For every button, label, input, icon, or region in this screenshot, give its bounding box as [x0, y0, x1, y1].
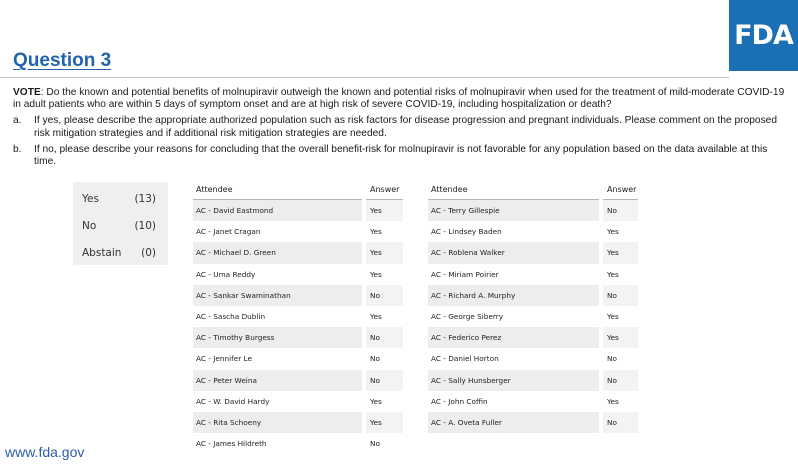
sub-question-text: If yes, please describe the appropriate authorized population such as risk factors for disease progression and pregnant individuals. Please comment on the proposed risk mitigation strategies and if additional risk mitigation strategies are needed. — [34, 115, 777, 139]
attendee-name: AC - Sally Hunsberger — [428, 370, 601, 391]
table-row — [428, 264, 638, 285]
table-row — [193, 285, 403, 306]
tally-abstain — [73, 247, 168, 263]
table-row — [428, 391, 638, 412]
attendee-answer: No — [601, 412, 638, 433]
sub-question-letter: b. — [13, 143, 22, 155]
question-text — [13, 87, 788, 172]
table-row — [428, 200, 638, 222]
tally-no — [73, 220, 168, 236]
table-row — [193, 242, 403, 263]
vote-paragraph — [13, 87, 788, 111]
attendee-answer: Yes — [601, 327, 638, 348]
table-row — [193, 348, 403, 369]
table-row — [428, 242, 638, 263]
attendee-name: AC - David Eastmond — [193, 200, 364, 222]
table-row — [428, 285, 638, 306]
footer-url[interactable]: www.fda.gov — [5, 444, 85, 460]
table-row — [428, 348, 638, 369]
vote-tally — [73, 182, 168, 265]
attendee-name: AC - Federico Perez — [428, 327, 601, 348]
table-header-row — [193, 180, 403, 200]
attendee-answer: Yes — [364, 391, 403, 412]
table-row — [428, 370, 638, 391]
attendee-name: AC - George Siberry — [428, 306, 601, 327]
tally-count: (13) — [134, 193, 156, 205]
attendee-name: AC - Sankar Swaminathan — [193, 285, 364, 306]
vote-question: : Do the known and potential benefits of molnupiravir outweigh the known and potential risks of molnupiravir when used for the treatment of mild-moderate COVID-19 in adult patients who are within 5 days of symptom onset and are at high risk of severe COVID-19, including hospitalization or death? — [13, 87, 785, 111]
attendee-answer: Yes — [364, 264, 403, 285]
attendee-name: AC - Miriam Poirier — [428, 264, 601, 285]
attendee-answer: Yes — [364, 306, 403, 327]
sub-question-a — [13, 115, 788, 139]
attendee-name: AC - Jennifer Le — [193, 348, 364, 369]
page-title: Question 3 — [13, 50, 112, 71]
attendee-answer: No — [364, 327, 403, 348]
attendee-name: AC - Uma Reddy — [193, 264, 364, 285]
table-row — [193, 264, 403, 285]
attendee-name: AC - Richard A. Murphy — [428, 285, 601, 306]
attendee-table-left — [193, 180, 403, 454]
table-row — [193, 327, 403, 348]
vote-label: VOTE — [13, 87, 41, 98]
attendee-name: AC - Peter Weina — [193, 370, 364, 391]
table-row — [193, 221, 403, 242]
attendee-name: AC - Rita Schoeny — [193, 412, 364, 433]
tally-label: No — [82, 220, 97, 232]
table-row — [428, 306, 638, 327]
attendee-answer: No — [364, 285, 403, 306]
tally-count: (10) — [134, 220, 156, 232]
table-row — [193, 306, 403, 327]
attendee-name: AC - Sascha Dublin — [193, 306, 364, 327]
attendee-answer: No — [601, 370, 638, 391]
attendee-column-header: Attendee — [428, 180, 601, 200]
table-row — [193, 412, 403, 433]
attendee-answer: Yes — [601, 306, 638, 327]
attendee-name: AC - Daniel Horton — [428, 348, 601, 369]
fda-logo: FDA — [729, 0, 798, 71]
table-row — [193, 370, 403, 391]
attendee-answer: Yes — [601, 264, 638, 285]
attendee-name: AC - Janet Cragan — [193, 221, 364, 242]
attendee-answer: Yes — [364, 200, 403, 222]
attendee-name: AC - A. Oveta Fuller — [428, 412, 601, 433]
attendee-name: AC - Terry Gillespie — [428, 200, 601, 222]
attendee-answer: Yes — [364, 221, 403, 242]
attendee-column-header: Attendee — [193, 180, 364, 200]
answer-column-header: Answer — [364, 180, 403, 200]
attendee-answer: No — [601, 200, 638, 222]
attendee-answer: No — [364, 433, 403, 454]
table-row — [428, 412, 638, 433]
tally-label: Abstain — [82, 247, 122, 259]
attendee-name: AC - Michael D. Green — [193, 242, 364, 263]
table-row — [428, 327, 638, 348]
tally-label: Yes — [82, 193, 99, 205]
table-row — [193, 433, 403, 454]
answer-column-header: Answer — [601, 180, 638, 200]
attendee-answer: Yes — [601, 221, 638, 242]
attendee-name: AC - Timothy Burgess — [193, 327, 364, 348]
title-divider — [0, 77, 729, 78]
table-row — [428, 221, 638, 242]
attendee-answer: No — [364, 348, 403, 369]
sub-question-letter: a. — [13, 115, 22, 127]
attendee-table-right — [428, 180, 638, 433]
attendee-answer: Yes — [364, 242, 403, 263]
table-row — [193, 391, 403, 412]
attendee-name: AC - Roblena Walker — [428, 242, 601, 263]
sub-question-b — [13, 144, 788, 168]
attendee-answer: No — [601, 348, 638, 369]
attendee-answer: Yes — [601, 242, 638, 263]
tally-yes — [73, 193, 168, 209]
attendee-name: AC - James Hildreth — [193, 433, 364, 454]
attendee-answer: No — [601, 285, 638, 306]
attendee-name: AC - W. David Hardy — [193, 391, 364, 412]
attendee-answer: Yes — [364, 412, 403, 433]
sub-question-text: If no, please describe your reasons for concluding that the overall benefit-risk for molnupiravir is not favorable for any population based on the data available at this time. — [34, 143, 768, 168]
attendee-answer: No — [364, 370, 403, 391]
table-row — [193, 200, 403, 222]
tally-count: (0) — [141, 247, 156, 259]
attendee-name: AC - Lindsey Baden — [428, 221, 601, 242]
attendee-answer: Yes — [601, 391, 638, 412]
table-header-row — [428, 180, 638, 200]
attendee-name: AC - John Coffin — [428, 391, 601, 412]
